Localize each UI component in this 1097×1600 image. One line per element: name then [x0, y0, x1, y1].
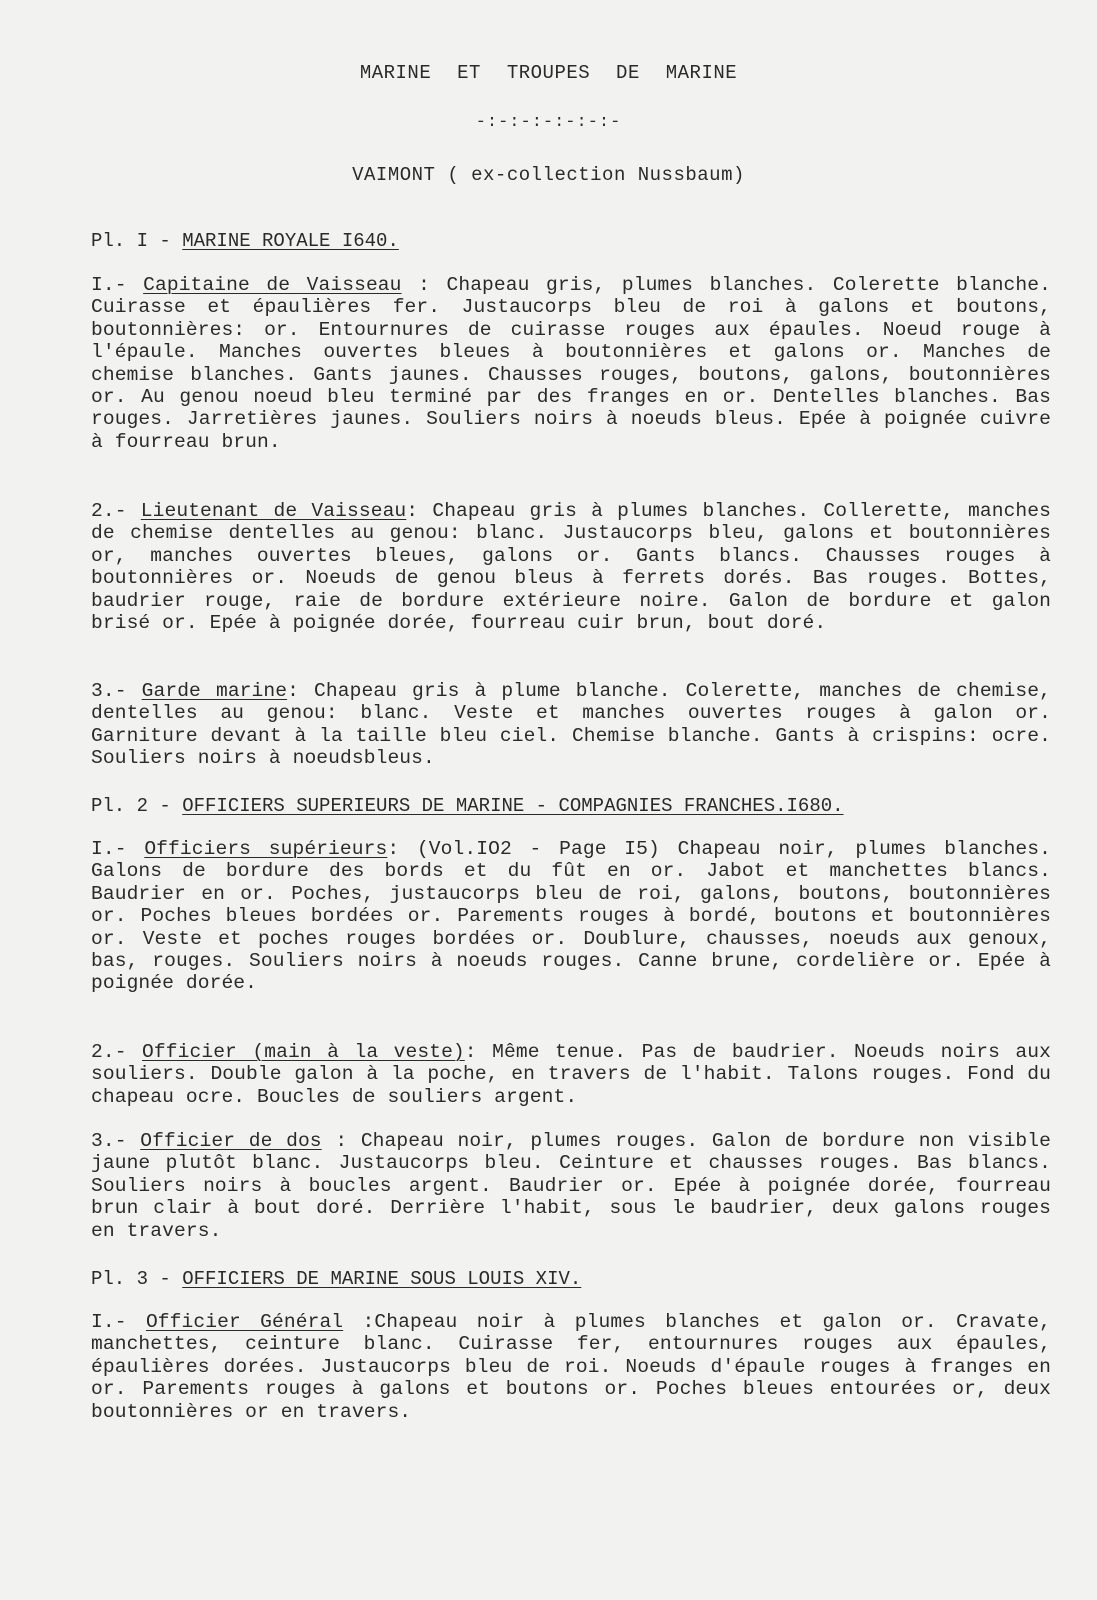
entry-text: : Même tenue. Pas de baudrier. Noeuds noirs aux souliers. Double galon à la poche, en travers de l'habit. Talons rouges. Fond du chapeau ocre. Boucles de souliers argent. [91, 1041, 1051, 1108]
section-title: MARINE ROYALE I640. [182, 230, 399, 252]
entry-paragraph [91, 500, 1051, 634]
entry-text: : Chapeau gris à plumes blanches. Collerette, manches de chemise dentelles au genou: blanc. Justaucorps bleu, galons et boutonnières or, manches ouvertes bleues, galons or. Gants blancs. Chausses rouges à boutonnières or. Noeuds de genou bleus à ferrets dorés. Bas rouges. Bottes, baudrier rouge, raie de bordure extérieure noire. Galon de bordure et galon brisé or. Epée à poignée dorée, fourreau cuir brun, bout doré. [91, 500, 1052, 635]
entry-paragraph [91, 1311, 1051, 1423]
document-title: MARINE ET TROUPES DE MARINE [359, 62, 738, 84]
entry-text: : Chapeau gris à plume blanche. Colerette, manches de chemise, dentelles au genou: blanc. Veste et manches ouvertes rouges à galon or. Garniture devant à la taille bleu ciel. Chemise blanche. Gants à crispins: ocre. Souliers noirs à noeudsbleus. [91, 680, 1051, 770]
entry-paragraph [91, 680, 1051, 770]
entry-name: Officiers supérieurs [144, 838, 388, 860]
entry-number: I.- [91, 838, 145, 860]
document-subtitle: VAIMONT ( ex-collection Nussbaum) [352, 164, 745, 186]
entry-number: I.- [91, 1311, 146, 1333]
section-heading-pl3 [91, 1268, 581, 1290]
entry-name: Officier Général [145, 1311, 344, 1333]
entry-paragraph [91, 1130, 1051, 1242]
entry-number: I.- [91, 274, 144, 296]
entry-text: : Chapeau noir, plumes rouges. Galon de bordure non visible jaune plutôt blanc. Justaucorps bleu. Ceinture et chausses rouges. Bas blancs. Souliers noirs à boucles argent. Baudrier or. Epée à poignée dorée, fourreau brun clair à bout doré. Derrière l'habit, sous le baudrier, deux galons rouges en travers. [91, 1130, 1051, 1242]
section-prefix: Pl. 2 - [91, 795, 183, 817]
entry-text: : (Vol.IO2 - Page I5) Chapeau noir, plumes blanches. Galons de bordure des bords et du fût en or. Jabot et manchettes blancs. Baudrier en or. Poches, justaucorps bleu de roi, galons, boutons, boutonnières or. Poches bleues bordées or. Parements rouges à bordé, boutons et boutonnières or. Veste et poches rouges bordées or. Doublure, chausses, noeuds aux genoux, bas, rouges. Souliers noirs à noeuds rouges. Canne brune, cordelière or. Epée à poignée dorée. [91, 838, 1051, 995]
section-heading-pl1 [91, 230, 399, 252]
entry-number: 2.- [91, 500, 141, 522]
entry-name: Capitaine de Vaisseau [143, 274, 402, 296]
entry-name: Lieutenant de Vaisseau [140, 500, 407, 522]
entry-text: : Chapeau gris, plumes blanches. Colerette blanche. Cuirasse et épaulières fer. Justaucorps bleu de roi à galons et boutons, boutonnières: or. Entournures de cuirasse rouges aux épaules. Noeud rouge à l'épaule. Manches ouvertes bleues à boutonnières et galons or. Manches de chemise blanches. Gants jaunes. Chausses rouges, boutons, galons, boutonnières or. Au genou noeud bleu terminé par des franges en or. Dentelles blanches. Bas rouges. Jarretières jaunes. Souliers noirs à noeuds bleus. Epée à poignée cuivre à fourreau brun. [91, 274, 1051, 453]
section-title: OFFICIERS SUPERIEURS DE MARINE - COMPAGNIES FRANCHES.I680. [182, 795, 844, 817]
entry-paragraph [91, 1041, 1051, 1108]
entry-paragraph [91, 838, 1051, 995]
entry-name: Officier de dos [140, 1130, 322, 1152]
entry-name: Garde marine [141, 680, 288, 702]
entry-paragraph [91, 274, 1051, 453]
section-prefix: Pl. 3 - [91, 1268, 183, 1290]
section-title: OFFICIERS DE MARINE SOUS LOUIS XIV. [182, 1268, 582, 1290]
entry-number: 3.- [91, 680, 142, 702]
section-prefix: Pl. I - [91, 230, 183, 252]
entry-number: 2.- [91, 1041, 143, 1063]
title-separator: -:-:-:-:-:-:- [475, 113, 622, 132]
entry-name: Officier (main à la veste) [142, 1041, 465, 1063]
entry-text: :Chapeau noir à plumes blanches et galon or. Cravate, manchettes, ceinture blanc. Cuirasse fer, entournures rouges aux épaules, épaulières dorées. Justaucorps bleu de roi. Noeuds d'épaule rouges à franges en or. Parements rouges à galons et boutons or. Poches bleues entourées or, deux boutonnières or en travers. [91, 1311, 1051, 1423]
section-heading-pl2 [91, 795, 844, 817]
entry-number: 3.- [91, 1130, 141, 1152]
